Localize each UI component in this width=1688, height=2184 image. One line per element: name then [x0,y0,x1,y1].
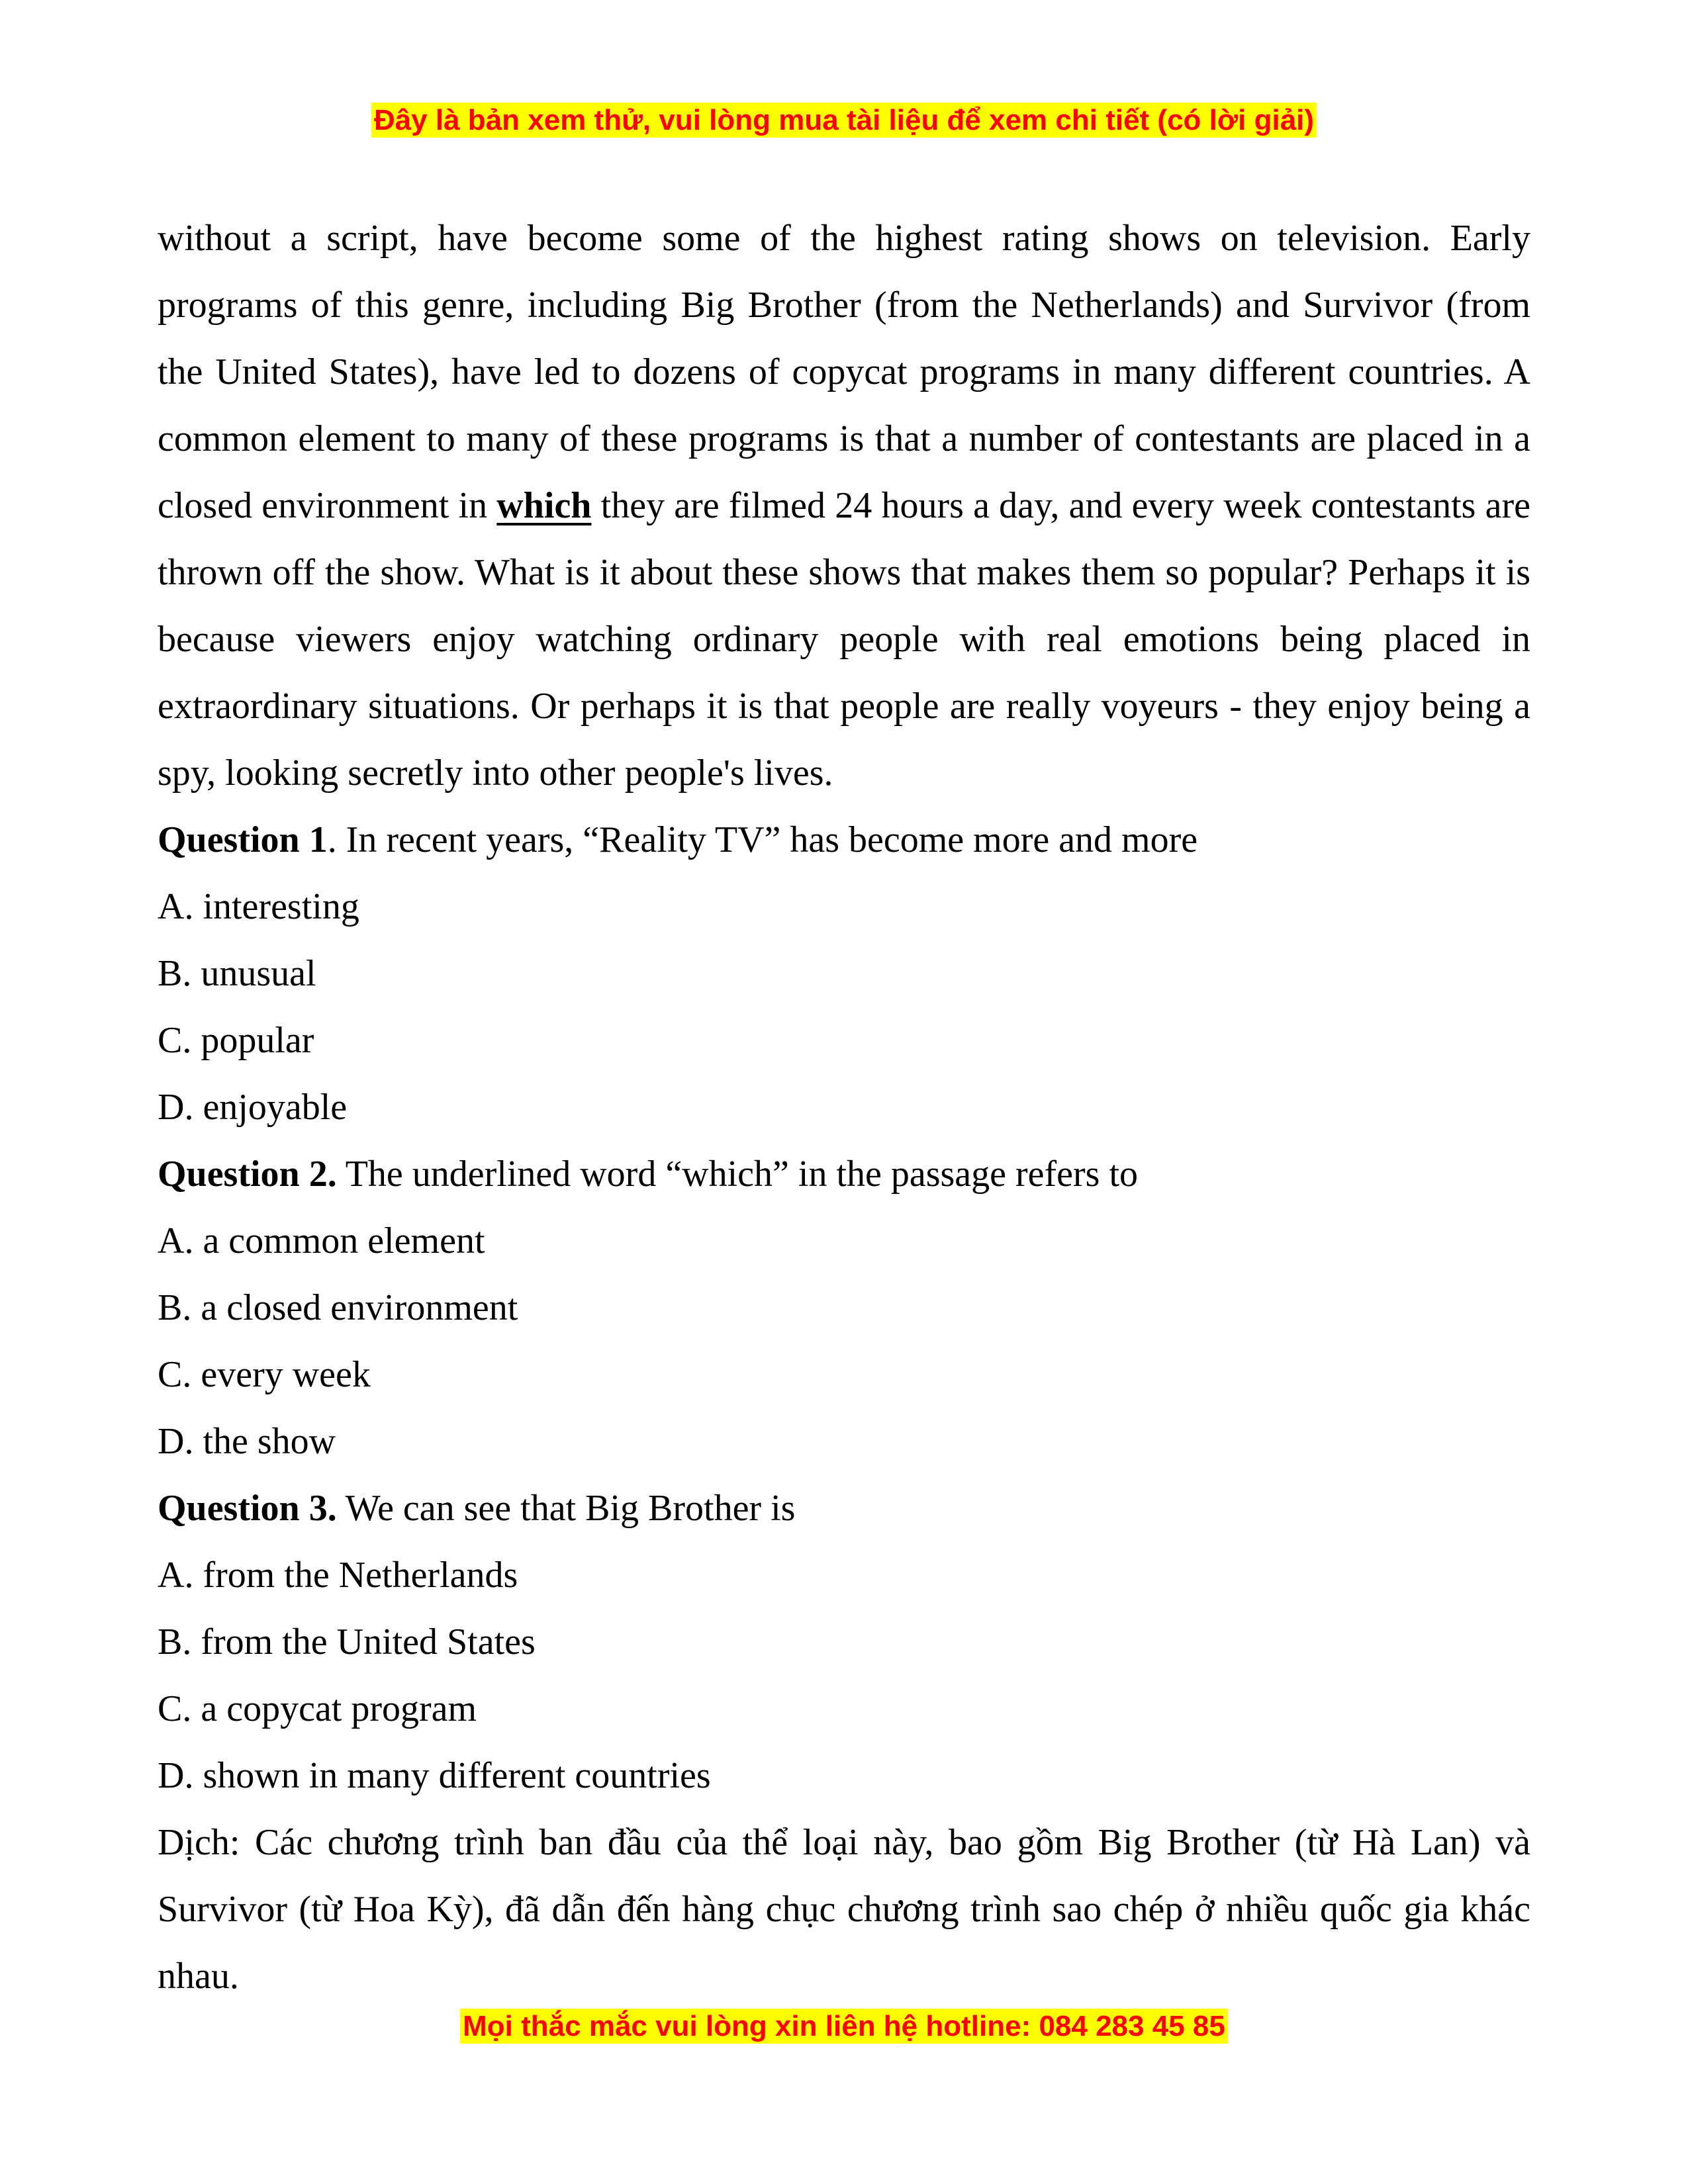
question-2-text: The underlined word “which” in the passage refers to [336,1154,1139,1195]
question-2 [158,1141,1530,1475]
underlined-word-which: which [496,485,592,526]
document-body [158,205,1530,2010]
question-3-option-d: D. shown in many different countries [158,1755,711,1796]
question-1-text: . In recent years, “Reality TV” has become more and more [327,819,1198,860]
question-3-option-b: B. from the United States [158,1621,536,1662]
translation-text: Dịch: Các chương trình ban đầu của thể loại này, bao gồm Big Brother (từ Hà Lan) và Survivor (từ Hoa Kỳ), đã dẫn đến hàng chục chương trình sao chép ở nhiều quốc gia khác nhau. [158,1822,1530,1997]
question-1-stem [158,807,1530,874]
question-1-label: Question 1 [158,819,328,860]
passage-text-before: without a script, have become some of the highest rating shows on television. Early programs of this genre, including Big Brother (from the Netherlands) and Survivor (from the United States), have led to dozens of copycat programs in many different countries. A common element to many of these programs is that a number of contestants are placed in a closed environment in [158,218,1530,526]
question-1-option-d: D. enjoyable [158,1087,348,1128]
question-2-option-a: A. a common element [158,1220,485,1261]
question-3-option-c: C. a copycat program [158,1688,477,1729]
question-1 [158,807,1530,1141]
question-2-label: Question 2. [158,1154,337,1195]
hotline-text: Mọi thắc mắc vui lòng xin liên hệ hotline: 084 283 45 85 [460,2009,1228,2044]
question-2-option-d: D. the show [158,1421,336,1462]
question-2-option-c: C. every week [158,1354,371,1395]
question-3 [158,1475,1530,1809]
question-1-option-c: C. popular [158,1020,314,1061]
question-3-label: Question 3. [158,1488,337,1529]
reading-passage [158,205,1530,807]
question-3-text: We can see that Big Brother is [336,1488,796,1529]
question-1-option-b: B. unusual [158,953,316,994]
question-2-stem [158,1141,1530,1208]
question-1-option-a: A. interesting [158,886,359,927]
question-3-option-a: A. from the Netherlands [158,1555,518,1596]
question-2-option-b: B. a closed environment [158,1287,518,1328]
preview-notice-text: Đây là bản xem thử, vui lòng mua tài liệu để xem chi tiết (có lời giải) [371,103,1317,138]
preview-notice-banner [0,101,1688,140]
hotline-banner [0,2007,1688,2046]
question-3-stem [158,1475,1530,1542]
passage-text-after: they are filmed 24 hours a day, and every week contestants are thrown off the show. What is it about these shows that makes them so popular? Perhaps it is because viewers enjoy watching ordinary people with real emotions being placed in extraordinary situations. Or perhaps it is that people are really voyeurs - they enjoy being a spy, looking secretly into other people's lives. [158,485,1531,794]
